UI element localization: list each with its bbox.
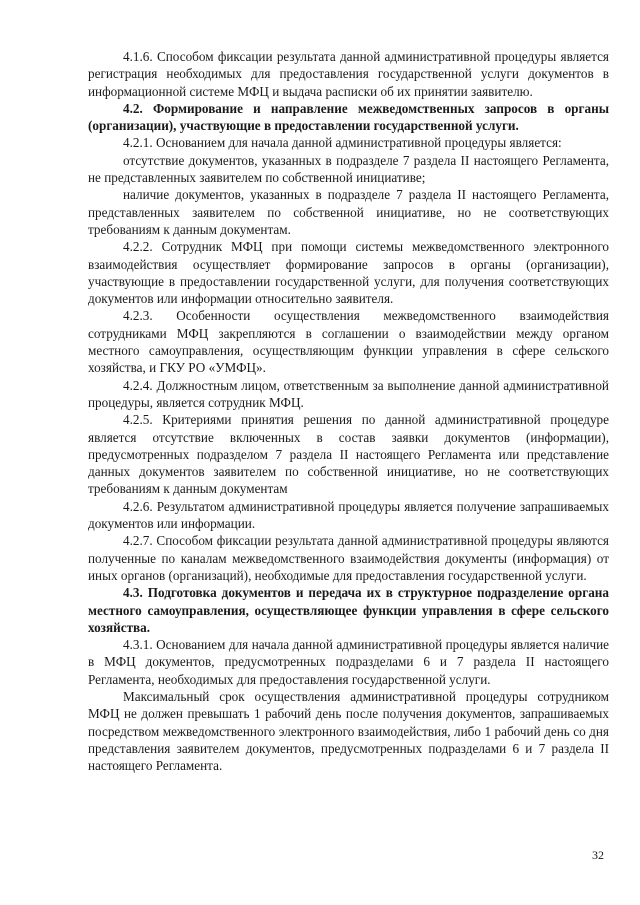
paragraph-4-2-4: 4.2.4. Должностным лицом, ответственным за выполнение данной административной процедуры, является сотрудник МФЦ. — [88, 377, 609, 410]
section-heading-4-2: 4.2. Формирование и направление межведомственных запросов в органы (организации), участвующие в предоставлении государственной услуги. — [88, 100, 609, 134]
page-number: 32 — [592, 848, 604, 862]
section-heading-4-3: 4.3. Подготовка документов и передача их в структурное подразделение органа местного самоуправления, осуществляющее функции управления в сфере сельского хозяйства. — [88, 585, 609, 635]
paragraph-4-2-3: 4.2.3. Особенности осуществления межведомственного взаимодействия сотрудниками МФЦ закрепляются в соглашении о взаимодействии между органом местного самоуправления, осуществляющим функции управления в сфере сельского хозяйства, и ГКУ РО «УМФЦ». — [88, 308, 609, 376]
paragraph-absence-documents: отсутствие документов, указанных в подразделе 7 раздела II настоящего Регламента, не представленных заявителем по собственной инициативе; — [88, 152, 609, 186]
document-body — [88, 48, 609, 774]
paragraph-presence-documents: наличие документов, указанных в подразделе 7 раздела II настоящего Регламента, представленных заявителем по собственной инициативе, но не соответствующих требованиям к данным документам. — [88, 187, 609, 237]
paragraph-max-term: Максимальный срок осуществления административной процедуры сотрудником МФЦ не должен превышать 1 рабочий день после получения документов, запрашиваемых посредством межведомственного электронного взаимодействия, либо 1 рабочий день со дня представления заявителем документов, предусмотренных подразделами 6 и 7 раздела II настоящего Регламента. — [88, 688, 609, 774]
paragraph-4-3-1: 4.3.1. Основанием для начала данной административной процедуры является наличие в МФЦ документов, предусмотренных подразделами 6 и 7 раздела II настоящего Регламента, необходимых для предоставления государственной услуги. — [88, 637, 609, 687]
paragraph-4-2-6: 4.2.6. Результатом административной процедуры является получение запрашиваемых документов или информации. — [88, 498, 609, 532]
paragraph-4-2-7: 4.2.7. Способом фиксации результата данной административной процедуры являются полученные по каналам межведомственного взаимодействия документы (информация) от иных органов (организаций), необходимые для предоставления государственной услуги. — [88, 533, 609, 583]
paragraph-4-2-2: 4.2.2. Сотрудник МФЦ при помощи системы межведомственного электронного взаимодействия осуществляет формирование запросов в органы (организации), участвующие в предоставлении государственной услуги, для получения соответствующих документов или информации относительно заявителя. — [88, 239, 609, 307]
paragraph-4-2-5: 4.2.5. Критериями принятия решения по данной административной процедуре является отсутствие включенных в состав заявки документов (информации), предусмотренных подразделом 7 раздела II настоящего Регламента или представление данных документов заявителем по собственной инициативе, но не соответствующих требованиям к данным документам — [88, 412, 609, 497]
paragraph-4-2-1: 4.2.1. Основанием для начала данной административной процедуры является: — [123, 135, 562, 151]
paragraph-4-1-6: 4.1.6. Способом фиксации результата данной административной процедуры является регистрация необходимых для предоставления государственной услуги документов в информационной системе МФЦ и выдача расписки об их принятии заявителю. — [88, 49, 609, 99]
